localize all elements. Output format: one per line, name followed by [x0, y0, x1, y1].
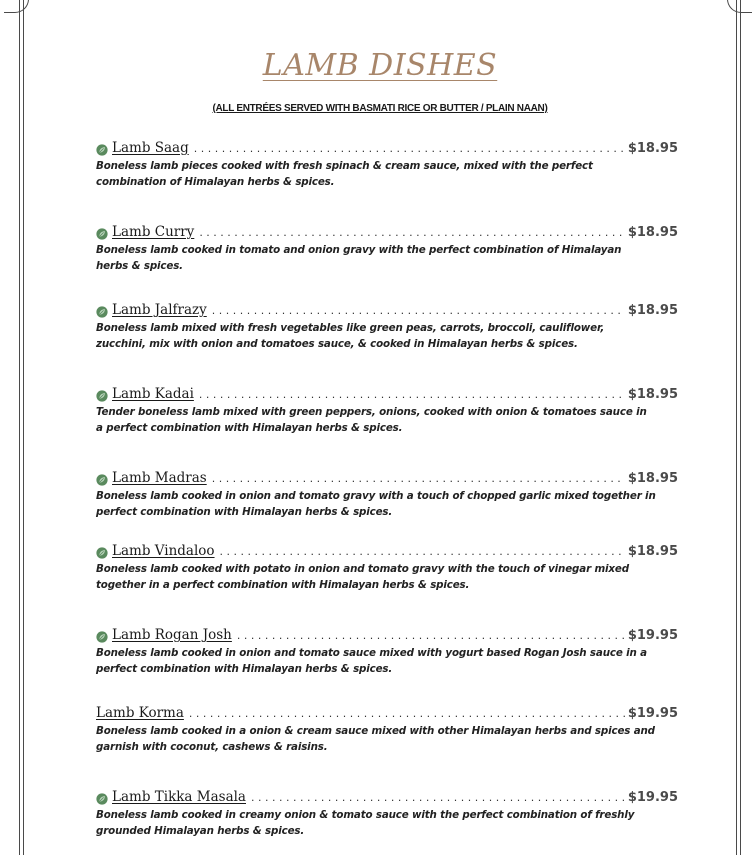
- vegetarian-leaf-icon: [96, 306, 108, 318]
- menu-item-name: Lamb Saag: [112, 140, 189, 156]
- dot-leader: [212, 472, 625, 485]
- menu-item-description: Boneless lamb mixed with fresh vegetables like green peas, carrots, broccoli, cauliflower, zucchini, mix with onion and tomatoes sauce, & cooked in Himalayan herbs & spices.: [96, 322, 605, 350]
- menu-item-price: $19.95: [627, 628, 678, 643]
- menu-item: [96, 140, 678, 190]
- dot-leader: [199, 388, 625, 401]
- menu-item-name: Lamb Kadai: [112, 386, 194, 402]
- menu-item-price: $18.95: [627, 303, 678, 318]
- menu-item-name: Lamb Madras: [112, 470, 207, 486]
- menu-item-description: Boneless lamb pieces cooked with fresh spinach & cream sauce, mixed with the perfect combination of Himalayan herbs & spices.: [96, 160, 593, 188]
- vegetarian-leaf-icon: [96, 793, 108, 805]
- menu-item-description: Boneless lamb cooked in onion and tomato sauce mixed with yogurt based Rogan Josh sauce in a perfect combination with Himalayan herbs & spices.: [96, 647, 647, 675]
- menu-item-header: [96, 302, 678, 320]
- vegetarian-leaf-icon: [96, 547, 108, 559]
- menu-item-name: Lamb Vindaloo: [112, 543, 215, 559]
- menu-item-header: [96, 140, 678, 158]
- menu-item-price: $19.95: [627, 790, 678, 805]
- corner-ornament-right: [727, 0, 752, 13]
- menu-item-name: Lamb Korma: [96, 705, 184, 721]
- menu-item-description: Boneless lamb cooked with potato in onion and tomato gravy with the touch of vinegar mixed together in a perfect combination with Himalayan herbs & spices.: [96, 563, 629, 591]
- border-line-left-inner: [23, 0, 24, 855]
- menu-item-description: Boneless lamb cooked in onion and tomato gravy with a touch of chopped garlic mixed together in perfect combination with Himalayan herbs & spices.: [96, 490, 656, 518]
- dot-leader: [251, 791, 625, 804]
- menu-item-description: Tender boneless lamb mixed with green peppers, onions, cooked with onion & tomatoes sauce in a perfect combination with Himalayan herbs & spices.: [96, 406, 647, 434]
- dot-leader: [220, 545, 625, 558]
- menu-item: [96, 470, 678, 520]
- menu-item-name: Lamb Tikka Masala: [112, 789, 246, 805]
- menu-item: [96, 627, 678, 677]
- menu-item-header: [96, 224, 678, 242]
- menu-item-description: Boneless lamb cooked in creamy onion & tomato sauce with the perfect combination of freshly grounded Himalayan herbs & spices.: [96, 809, 635, 837]
- menu-item-name: Lamb Rogan Josh: [112, 627, 232, 643]
- menu-item-price: $18.95: [627, 544, 678, 559]
- menu-item: [96, 224, 678, 274]
- menu-item: [96, 302, 678, 352]
- menu-item: [96, 543, 678, 593]
- vegetarian-leaf-icon: [96, 631, 108, 643]
- dot-leader: [212, 304, 625, 317]
- border-line-right-inner: [736, 0, 737, 855]
- menu-subtitle: (ALL ENTRÉES SERVED WITH BASMATI RICE OR BUTTER / PLAIN NAAN): [212, 103, 548, 114]
- menu-item-price: $18.95: [627, 471, 678, 486]
- menu-item-header: [96, 386, 678, 404]
- menu-item-header: [96, 789, 678, 807]
- menu-item: [96, 789, 678, 839]
- dot-leader: [199, 226, 625, 239]
- vegetarian-leaf-icon: [96, 228, 108, 240]
- menu-item: [96, 705, 678, 755]
- menu-title: LAMB DISHES: [262, 48, 498, 83]
- corner-ornament-left: [4, 0, 29, 13]
- menu-item-header: [96, 627, 678, 645]
- menu-item-name: Lamb Jalfrazy: [112, 302, 207, 318]
- dot-leader: [237, 629, 625, 642]
- menu-item-header: [96, 705, 678, 723]
- menu-item-description: Boneless lamb cooked in tomato and onion gravy with the perfect combination of Himalayan herbs & spices.: [96, 244, 622, 272]
- dot-leader: [194, 142, 625, 155]
- menu-item-price: $18.95: [627, 225, 678, 240]
- border-line-right-outer: [740, 0, 741, 855]
- border-line-left-outer: [19, 0, 20, 855]
- menu-item: [96, 386, 678, 436]
- menu-item-header: [96, 470, 678, 488]
- menu-item-price: $18.95: [627, 387, 678, 402]
- menu-item-name: Lamb Curry: [112, 224, 195, 240]
- vegetarian-leaf-icon: [96, 390, 108, 402]
- menu-item-header: [96, 543, 678, 561]
- menu-item-price: $19.95: [627, 706, 678, 721]
- vegetarian-leaf-icon: [96, 144, 108, 156]
- vegetarian-leaf-icon: [96, 474, 108, 486]
- dot-leader: [189, 707, 625, 720]
- menu-item-description: Boneless lamb cooked in a onion & cream sauce mixed with other Himalayan herbs and spices and garnish with coconut, cashews & raisins.: [96, 725, 655, 753]
- menu-item-price: $18.95: [627, 141, 678, 156]
